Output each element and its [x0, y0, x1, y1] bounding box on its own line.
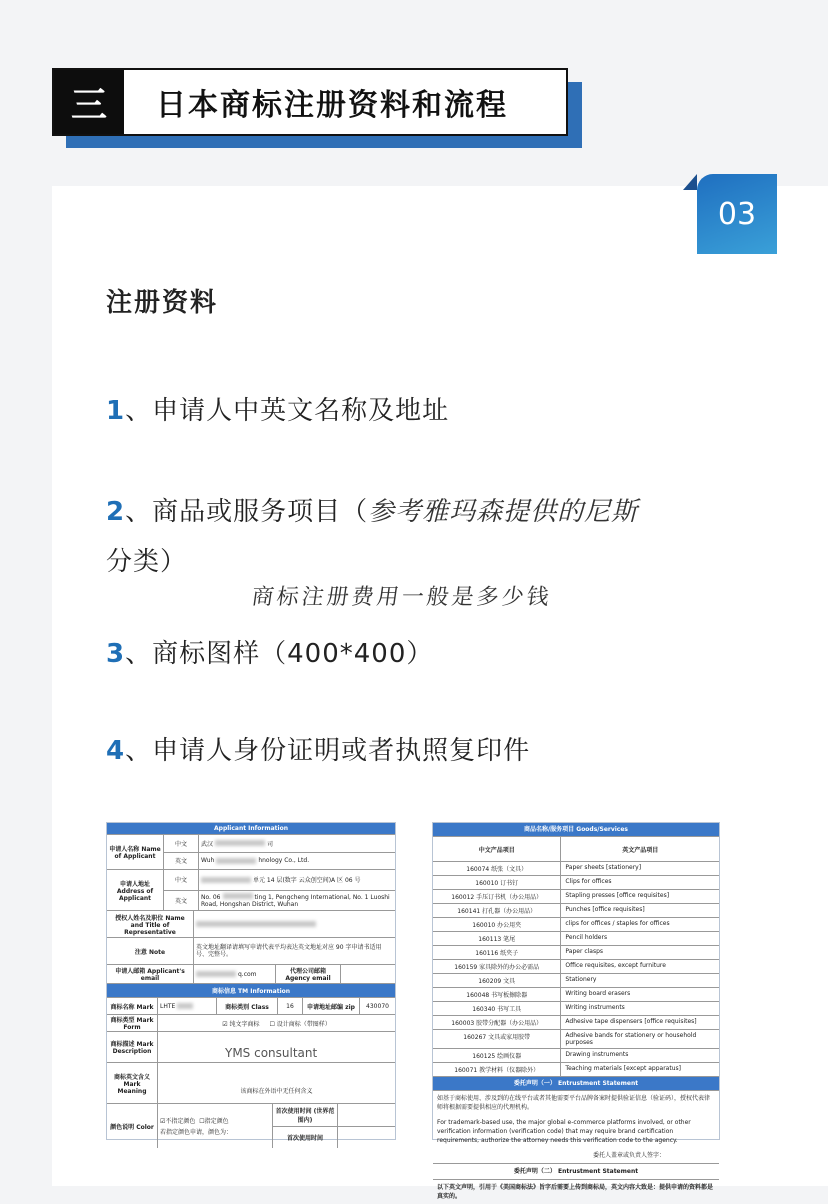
en-line	[164, 853, 395, 870]
cn-value	[199, 835, 395, 852]
section-heading: 注册资料	[106, 288, 219, 318]
item-italic-text: 参考雅玛森提供的尼斯	[368, 497, 639, 527]
en-suffix: ting 1, Pengcheng International, No. 1 Luoshi Road, Hongshan District, Wuhan	[201, 893, 390, 908]
goods-en-cell: Office requisites, except furniture	[565, 962, 666, 969]
table-row	[107, 910, 395, 937]
goods-table-body	[433, 861, 719, 1076]
row-label: 申请人邮箱 Applicant's email	[107, 965, 194, 983]
goods-en-cell: Pencil holders	[565, 934, 608, 941]
goods-cn-cell: 160267 文具或家用胶带	[433, 1030, 561, 1048]
en-text: Wuh	[201, 857, 215, 865]
goods-cn-cell: 160340 书写工具	[433, 1002, 561, 1015]
item-text: 申请人中英文名称及地址	[152, 396, 450, 426]
mark-value: LHTE	[160, 1002, 176, 1010]
section-banner	[52, 68, 582, 152]
en-value	[199, 891, 395, 911]
cn-line	[164, 835, 395, 853]
banner-title: 日本商标注册资料和流程	[156, 88, 508, 123]
form-header: Applicant Information	[107, 823, 395, 834]
redaction	[201, 877, 251, 883]
goods-services-form-image	[432, 822, 720, 1200]
goods-cn-cell: 160074 纸张（文具）	[433, 862, 561, 875]
goods-en-cell: Writing board erasers	[565, 990, 631, 997]
banner-box	[52, 68, 568, 136]
row-label: 商标描述 Mark Description	[107, 1032, 158, 1062]
row-value: 该商标在外语中无任何含义	[240, 1088, 313, 1095]
goods-cn-cell: 160003 胶带分配器（办公用品）	[433, 1016, 561, 1029]
table-row	[433, 1001, 719, 1015]
goods-cn-cell: 160125 绘画仪器	[433, 1049, 561, 1062]
option-no-color: ☑不指定颜色	[160, 1118, 196, 1125]
row-label: 申请人地址 Address of Applicant	[107, 870, 164, 910]
row-values	[164, 835, 395, 869]
row-value	[158, 998, 217, 1014]
goods-cn-cell: 160012 手压订书机（办公用品）	[433, 890, 561, 903]
table-row	[433, 1029, 719, 1048]
row-values	[164, 870, 395, 910]
goods-en-cell: Clips for offices	[565, 878, 612, 885]
table-row	[433, 917, 719, 931]
table-row	[107, 937, 395, 964]
signature-line: 委托人盖章或负责人签字：	[593, 1152, 666, 1159]
item-separator: 、	[125, 396, 153, 426]
table-row	[433, 931, 719, 945]
table-row	[107, 1103, 395, 1148]
first-use	[273, 1104, 395, 1148]
color-note: 若指定颜色申请，颜色为：	[160, 1129, 233, 1136]
en-text: No. 06	[201, 893, 221, 901]
row-label: 商标名称 Mark	[107, 998, 158, 1014]
item-text: 商标图样（400*400）	[152, 639, 434, 669]
option-design: ☐ 设计商标（带图样）	[269, 1020, 331, 1028]
en-label: 英文	[164, 853, 199, 870]
cn-label: 中文	[164, 835, 199, 852]
table-row	[107, 1062, 395, 1103]
table-row	[107, 869, 395, 910]
table-row	[433, 1062, 719, 1076]
table-row	[433, 987, 719, 1001]
en-suffix: hnology Co., Ltd.	[258, 857, 310, 865]
table-row	[433, 973, 719, 987]
table-row	[107, 997, 395, 1014]
form-header: 商品名称/服务项目 Goods/Services	[433, 823, 719, 836]
row-label: 首次使用时间	[273, 1127, 338, 1148]
item-number: 1	[106, 396, 126, 426]
goods-en-cell: Punches [office requisites]	[565, 906, 645, 913]
redaction	[196, 971, 236, 977]
column-header: 中文产品项目	[433, 837, 561, 861]
list-item	[106, 633, 433, 670]
redaction	[196, 921, 316, 927]
cn-suffix: 司	[267, 840, 274, 848]
cn-text: 武汉	[201, 840, 214, 848]
table-row	[433, 959, 719, 973]
cn-line	[164, 870, 395, 891]
redaction	[177, 1003, 193, 1009]
cn-text: 单元 14 层(数字 云众创空间)A 区 06 号	[253, 877, 361, 885]
row-value	[194, 911, 395, 937]
goods-cn-cell: 160048 书写板擦除器	[433, 988, 561, 1001]
list-item	[106, 390, 449, 427]
table-row	[107, 1014, 395, 1031]
goods-cn-cell: 160141 打孔器（办公用品）	[433, 904, 561, 917]
cn-label: 中文	[164, 870, 199, 890]
goods-en-cell: clips for offices / staples for offices	[565, 920, 670, 927]
banner-number: 三	[54, 70, 124, 134]
row-value	[338, 1104, 395, 1126]
form-sub-header: 委托声明（二） Entrustment Statement	[433, 1163, 719, 1179]
row-label: 商标类型 Mark Form	[107, 1015, 158, 1031]
row-label: 商标类别 Class	[217, 998, 278, 1014]
statement-text: 如基于商标使用、涉及到的在线平台或者其他需要平台品牌备案时提供验证信息（验证码），授权代表律师将根据需要提供相应的代理机构。	[433, 1090, 719, 1115]
row-value	[158, 1104, 273, 1148]
table-row	[433, 903, 719, 917]
row-label: 申请人名称 Name of Applicant	[107, 835, 164, 869]
item-text: 商品或服务项目（	[152, 497, 369, 527]
form-sub-header: 商标信息 TM Information	[107, 983, 395, 997]
redaction	[215, 840, 265, 846]
cn-value	[199, 870, 395, 890]
en-value	[199, 853, 395, 870]
table-row	[107, 834, 395, 869]
goods-en-cell: Paper sheets [stationery]	[565, 864, 642, 871]
row-value: 英文地址翻译请填写申请代表平均表达英文地址对应 90 字申请书适用号、完整号。	[196, 944, 382, 958]
redaction	[216, 858, 256, 864]
item-text: 申请人身份证明或者执照复印件	[152, 736, 531, 766]
row-label: 商标英文含义 Mark Meaning	[107, 1063, 158, 1103]
item-number: 2	[106, 497, 126, 527]
row-value	[158, 1015, 395, 1031]
row-value: 430070	[366, 1002, 389, 1010]
applicant-form-image	[106, 822, 396, 1140]
table-row	[107, 964, 395, 983]
table-row	[433, 889, 719, 903]
option-text-only: ☑ 纯文字商标	[222, 1020, 260, 1028]
statement-text: For trademark-based use, the major global e-commerce platforms involved, or other verification information (verification code) that may require brand certification requirements, authorize the attorney needs this verification code to the agency.	[437, 1119, 691, 1144]
goods-en-cell: Drawing instruments	[565, 1051, 629, 1058]
row-label: 申请地址邮编 zip	[303, 998, 360, 1014]
section-number-tab: 03	[697, 174, 777, 254]
en-label: 英文	[164, 891, 199, 911]
redaction	[223, 893, 253, 899]
statement-text: 以下英文声明，引用于《美国商标法》旨字后需要上传到商标局，英文内容大致是：提供申请的资料都是真实的。	[433, 1179, 719, 1204]
list-item	[106, 487, 746, 587]
column-header: 英文产品项目	[622, 846, 659, 854]
goods-cn-cell: 160071 教学材料（仪器除外）	[433, 1063, 561, 1076]
goods-en-cell: Stapling presses [office requisites]	[565, 892, 670, 899]
row-value	[338, 1127, 395, 1148]
tab-fold	[683, 174, 697, 190]
item-number: 3	[106, 639, 126, 669]
first-use-line	[273, 1127, 395, 1148]
row-label: 授权人姓名及职位 Name and Title of Representative	[107, 911, 194, 937]
item-separator: 、	[125, 497, 153, 527]
row-label: 代理公司邮箱 Agency email	[276, 965, 341, 983]
goods-cn-cell: 160116 纸夹子	[433, 946, 561, 959]
row-label: 颜色说明 Color	[107, 1104, 158, 1148]
row-value: 16	[278, 998, 303, 1014]
watermark: YMS consultant	[225, 1046, 318, 1060]
goods-en-cell: Paper clasps	[565, 948, 604, 955]
goods-cn-cell: 160113 笔尾	[433, 932, 561, 945]
email-text: q.com	[238, 970, 257, 978]
list-item	[106, 730, 530, 767]
table-row	[433, 1048, 719, 1062]
row-label: 首次使用时间 (世界范围内)	[273, 1104, 338, 1126]
row-label: 注意 Note	[107, 938, 194, 964]
table-row	[433, 945, 719, 959]
goods-cn-cell: 160159 家具除外的办公必需品	[433, 960, 561, 973]
goods-en-cell: Adhesive tape dispensers [office requisites]	[565, 1018, 697, 1025]
first-use-line	[273, 1104, 395, 1127]
option-color: ☐指定颜色	[199, 1118, 229, 1125]
goods-cn-cell: 160010 办公用夹	[433, 918, 561, 931]
goods-cn-cell: 160209 文具	[433, 974, 561, 987]
en-line	[164, 891, 395, 911]
form-sub-header: 委托声明（一） Entrustment Statement	[433, 1076, 719, 1090]
item-text-cont: 分类）	[106, 547, 188, 577]
goods-en-cell: Teaching materials [except apparatus]	[565, 1065, 681, 1072]
goods-en-cell: Writing instruments	[565, 1004, 625, 1011]
row-value	[341, 965, 395, 983]
table-row	[433, 861, 719, 875]
table-row	[433, 1015, 719, 1029]
table-header-row	[433, 836, 719, 861]
goods-en-cell: Stationery	[565, 976, 597, 983]
table-row	[433, 875, 719, 889]
goods-cn-cell: 160010 订书钉	[433, 876, 561, 889]
item-separator: 、	[125, 736, 153, 766]
item-number: 4	[106, 736, 126, 766]
handwritten-note: 商标注册费用一般是多少钱	[249, 585, 554, 610]
item-separator: 、	[125, 639, 153, 669]
row-value	[194, 965, 276, 983]
goods-en-cell: Adhesive bands for stationery or household purposes	[565, 1032, 697, 1046]
